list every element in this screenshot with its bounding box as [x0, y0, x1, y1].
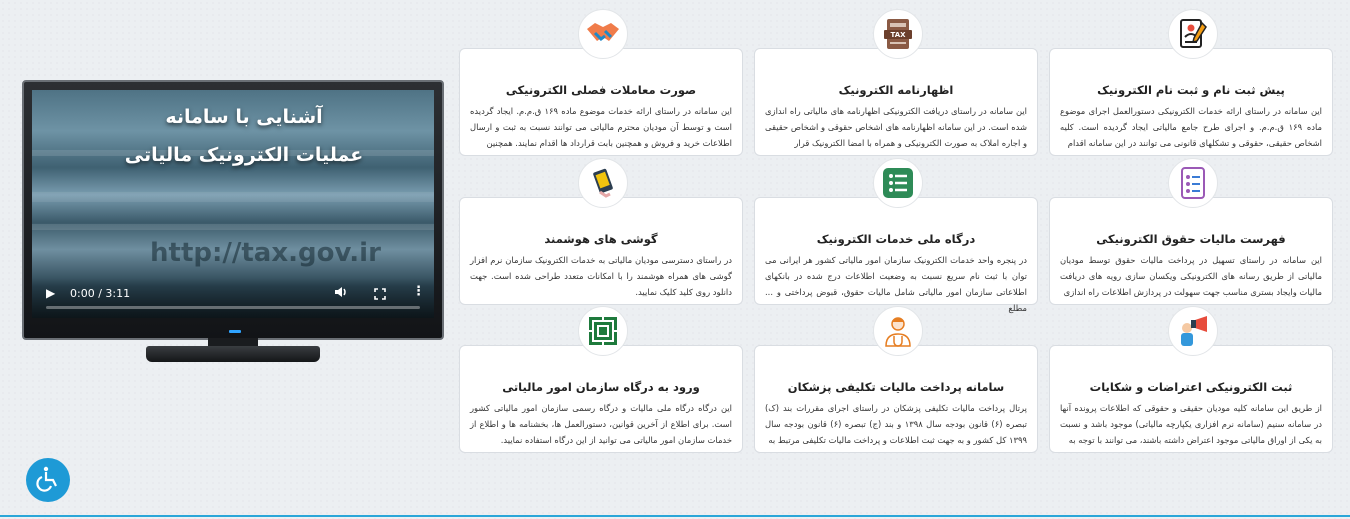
card-salary-tax-list[interactable] — [1049, 197, 1333, 305]
fullscreen-icon[interactable] — [374, 285, 386, 304]
card-title: ثبت الکترونیکی اعتراضات و شکایات — [1089, 380, 1293, 394]
wheelchair-icon — [35, 465, 61, 495]
video-time: 0:00 / 3:11 — [70, 287, 131, 300]
card-seasonal-transactions[interactable] — [459, 48, 743, 156]
card-title: درگاه ملی خدمات الکترونیک — [816, 232, 976, 246]
card-tax-organization-portal[interactable] — [459, 345, 743, 453]
card-title: فهرست مالیات حقوق الکترونیکی — [1096, 232, 1286, 246]
video-tv-frame — [22, 80, 444, 366]
card-description: این سامانه در راستای ارائه خدمات الکترونیکی دستورالعمل اجرای موضوع ماده ۱۶۹ ق.م.م. و اجرای طرح جامع مالیاتی ایجاد گردیده است. کلیه اشخاص حقیقی، حقوقی و تشکلهای قانونی می توانند در این سامانه اقدام — [1060, 106, 1322, 148]
card-title: گوشی های هوشمند — [544, 232, 658, 246]
volume-icon[interactable] — [334, 285, 348, 303]
tax-organization-logo-icon — [578, 306, 628, 356]
card-description: این سامانه در راستای دریافت الکترونیکی اظهارنامه های مالیاتی راه اندازی شده است. در این سامانه اظهارنامه های اشخاص حقوقی و اشخاص حقیقی و اجاره املاک به صورت الکترونیکی و همراه با امضا الکترونیک قرار — [765, 106, 1027, 148]
card-pre-registration[interactable] — [1049, 48, 1333, 156]
card-complaints[interactable] — [1049, 345, 1333, 453]
card-title: پیش ثبت نام و ثبت نام الکترونیک — [1097, 83, 1285, 97]
card-description: از طریق این سامانه کلیه مودیان حقیقی و حقوقی که اطلاعات پرونده آنها در سامانه سنیم (سامانه نرم افزاری یکپارچه مالیاتی) موجود باشد و نسبت به یکی از اوراق مالیاتی موجود اعتراض داشته باشند، می توانند با توجه به — [1060, 403, 1322, 445]
card-national-services-portal[interactable] — [754, 197, 1038, 313]
registration-form-icon — [1168, 9, 1218, 59]
card-doctors-tax[interactable] — [754, 345, 1038, 453]
card-description: این سامانه در راستای ارائه خدمات موضوع ماده ۱۶۹ ق.م.م. ایجاد گردیده است و توسط آن مودیان محترم مالیاتی می توانند نسبت به ثبت و ارسال اطلاعات خرید و فروش و همچنین بابت قرارداد ها اقدام نمایند. همچنین — [470, 106, 732, 148]
card-title: ورود به درگاه سازمان امور مالیاتی — [502, 380, 700, 394]
video-controls — [32, 278, 434, 318]
tv-power-led — [229, 330, 241, 333]
video-progress-bar[interactable] — [46, 306, 420, 309]
doctor-icon — [873, 306, 923, 356]
card-description: در پنجره واحد خدمات الکترونیک سازمان امور مالیاتی کشور هر ایرانی می توان با ثبت نام سریع نسبت به وضعیت اطلاعات درج شده در بانکهای اطلاعاتی سازمان امور مالیاتی شامل مالیات حقوق، قبوض پرداختی و ... مطلع — [765, 255, 1027, 313]
card-title: صورت معاملات فصلی الکترونیکی — [505, 83, 697, 97]
video-watermark: http://tax.gov.ir — [150, 238, 381, 268]
card-description: پرتال پرداخت مالیات تکلیفی پزشکان در راستای اجرای مقررات بند (ک) تبصره (۶) قانون بودجه سال ۱۳۹۸ و بند (ج) تبصره (۶) قانون بودجه سال ۱۳۹۹ کل کشور و به جهت ثبت اطلاعات و پرداخت مالیات تکلیفی مرتبط به — [765, 403, 1028, 445]
smartphone-icon — [578, 158, 628, 208]
complaint-megaphone-icon — [1168, 306, 1218, 356]
tv-stand — [146, 346, 320, 362]
checklist-document-icon — [1168, 158, 1218, 208]
tv-body — [22, 80, 444, 340]
play-icon[interactable]: ▶ — [46, 286, 56, 300]
tax-document-icon — [873, 9, 923, 59]
card-tax-return[interactable] — [754, 31, 1038, 156]
card-description: این درگاه درگاه ملی مالیات و درگاه رسمی سازمان امور مالیاتی کشور است. برای اطلاع از آخرین قوانین، دستورالعمل ها، بخشنامه ها و اطلاع از خدمات سازمان امور مالیاتی می توانید از این درگاه استفاده نمایید. — [470, 403, 732, 445]
card-title: سامانه پرداخت مالیات تکلیفی پزشکان — [787, 380, 1005, 394]
video-title-line2: عملیات الکترونیک مالیاتی — [124, 144, 364, 166]
svg-text:TAX: TAX — [890, 31, 906, 39]
card-title: اظهارنامه الکترونیک — [838, 83, 954, 97]
card-description: این سامانه در راستای تسهیل در پرداخت مالیات حقوق توسط مودیان مالیاتی از طریق رسانه های الکترونیکی ویکسان سازی رویه های دریافت مالیات وایجاد بستری مناسب جهت سهولت در پردازش اطلاعات راه اندازی — [1060, 255, 1322, 297]
footer-accent-line — [0, 515, 1350, 517]
card-description: در راستای دسترسی مودیان مالیاتی به خدمات الکترونیک سازمان نرم افزار گوشی های همراه هوشمند را با امکانات متعدد طراحی شده است. جهت دانلود روی کلید کلیک نمایید. — [470, 255, 732, 297]
service-list-icon — [873, 158, 923, 208]
more-options-icon[interactable]: ⋮ — [412, 284, 425, 299]
video-player[interactable] — [32, 90, 434, 318]
video-title-line1: آشنایی با سامانه — [165, 106, 323, 128]
card-smartphones[interactable] — [459, 197, 743, 305]
handshake-icon — [578, 9, 628, 59]
accessibility-button[interactable] — [26, 458, 70, 502]
